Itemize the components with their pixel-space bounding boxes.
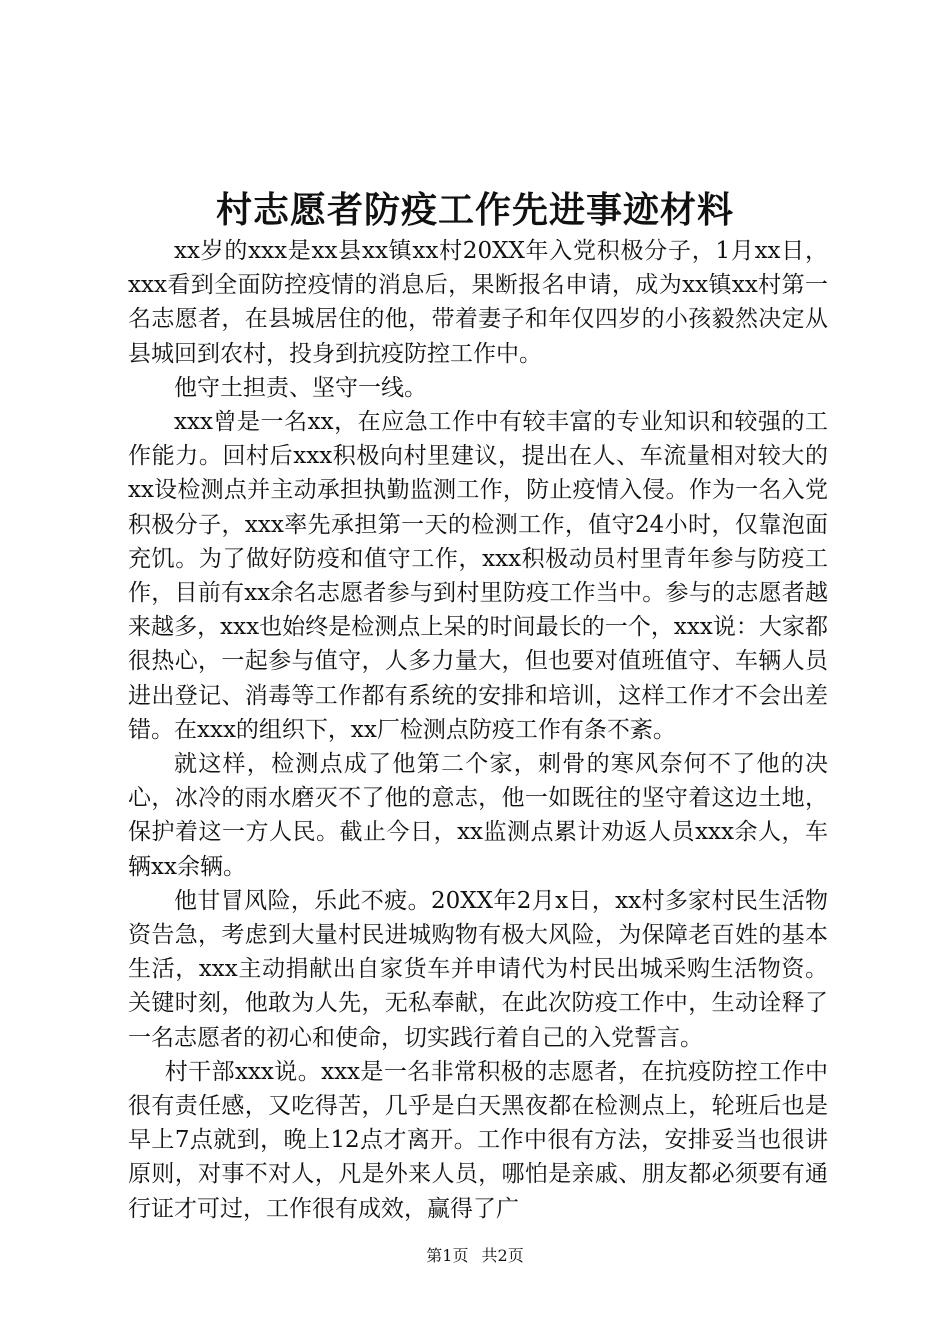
paragraph-second-home: 就这样，检测点成了他第二个家，刺骨的寒风奈何不了他的决心，冰冷的雨水磨灭不了他的意志，他一如既往的坚守着这边土地，保护着这一方人民。截止今日，xx监测点累计劝返人员xxx余人，车辆xx余辆。 xyxy=(128,751,828,880)
page-total: 共2页 xyxy=(481,1246,524,1265)
paragraph-intro: xx岁的xxx是xx县xx镇xx村20XX年入党积极分子，1月xx日，xxx看到全面防控疫情的消息后，果断报名申请，成为xx镇xx村第一名志愿者，在县城居住的他，带着妻子和年仅四岁的小孩毅然决定从县城回到农村，投身到抗疫防控工作中。 xyxy=(128,238,828,367)
page-number: 第1页 xyxy=(426,1246,469,1265)
paragraph-supplies: 他甘冒风险，乐此不疲。20XX年2月x日，xx村多家村民生活物资告急，考虑到大量村民进城购物有极大风险，为保障老百姓的基本生活，xxx主动捐献出自家货车并申请代为村民出城采购生活物资。关键时刻，他敢为人先，无私奉献，在此次防疫工作中，生动诠释了一名志愿者的初心和使命，切实践行着自己的入党誓言。 xyxy=(128,887,828,1051)
document-title: 村志愿者防疫工作先进事迹材料 xyxy=(215,189,734,231)
paragraph-cadre-quote: 村干部xxx说。xxx是一名非常积极的志愿者，在抗疫防控工作中很有责任感，又吃得苦，几乎是白天黑夜都在检测点上，轮班后也是早上7点就到，晚上12点才离开。工作中很有方法，安排妥当也很讲原则，对事不对人，凡是外来人员，哪怕是亲戚、朋友都必须要有通行证才可过，工作很有成效，赢得了广 xyxy=(128,1058,828,1222)
document-body xyxy=(128,234,828,1226)
paragraph-heading-guard: 他守土担责、坚守一线。 xyxy=(174,374,427,401)
paragraph-checkpoint: xxx曾是一名xx，在应急工作中有较丰富的专业知识和较强的工作能力。回村后xxx积极向村里建议，提出在人、车流量相对较大的xx设检测点并主动承担执勤监测工作，防止疫情入侵。作为一名入党积极分子，xxx率先承担第一天的检测工作，值守24小时，仅靠泡面充饥。为了做好防疫和值守工作，xxx积极动员村里青年参与防疫工作，目前有xx余名志愿者参与到村里防疫工作当中。参与的志愿者越来越多，xxx也始终是检测点上呆的时间最长的一个，xxx说：大家都很热心，一起参与值守，人多力量大，但也要对值班值守、车辆人员进出登记、消毒等工作都有系统的安排和培训，这样工作才不会出差错。在xxx的组织下，xx厂检测点防疫工作有条不紊。 xyxy=(128,409,828,743)
page-footer xyxy=(0,1244,950,1268)
